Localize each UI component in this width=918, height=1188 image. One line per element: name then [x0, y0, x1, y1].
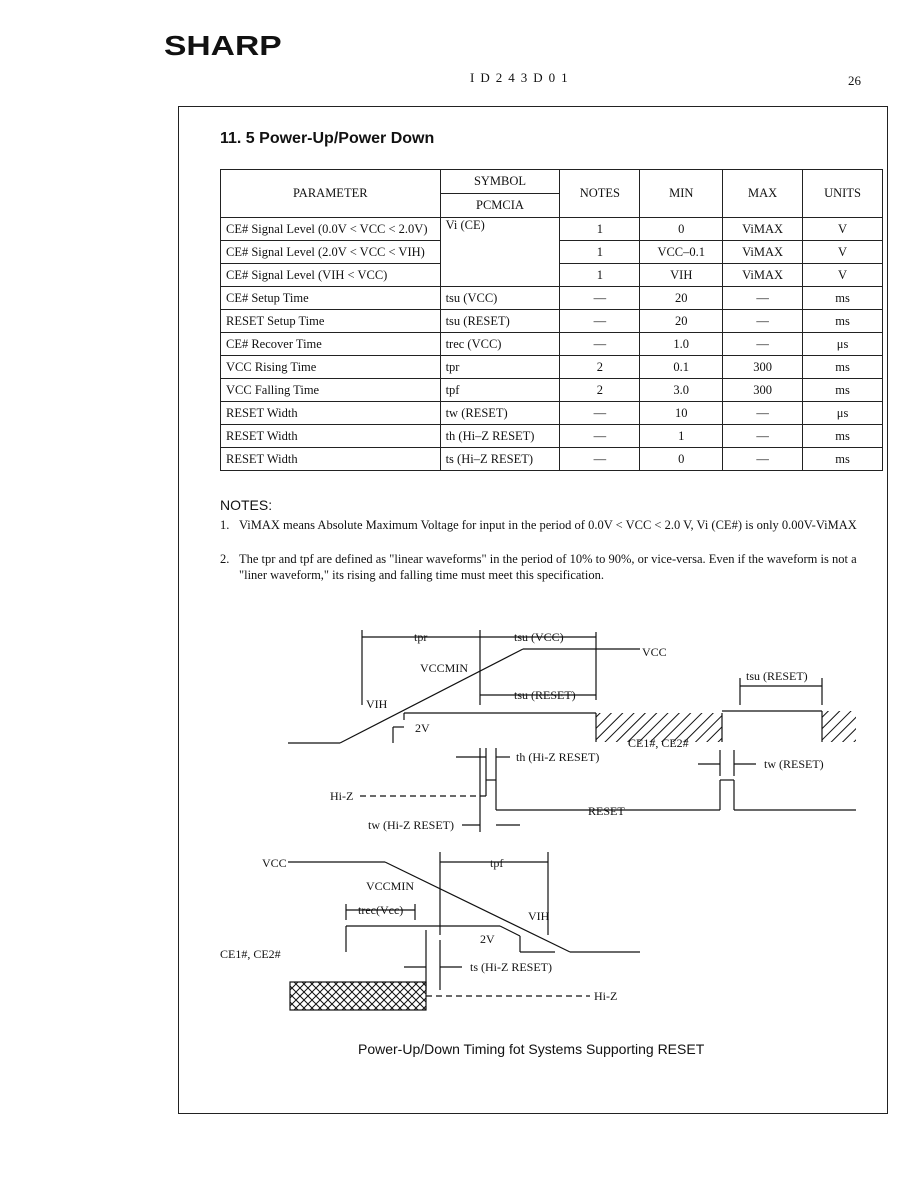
cell-symbol: tpf — [440, 379, 560, 402]
cell-units: ms — [803, 425, 883, 448]
cell-parameter: RESET Width — [221, 402, 441, 425]
label-tw-reset: tw (RESET) — [764, 757, 824, 771]
label-vih-bottom: VIH — [528, 909, 550, 923]
label-vcc-bottom: VCC — [262, 856, 287, 870]
cell-symbol: ts (Hi–Z RESET) — [440, 448, 560, 471]
label-tsu-reset: tsu (RESET) — [514, 688, 576, 702]
cell-parameter: VCC Rising Time — [221, 356, 441, 379]
header-notes: NOTES — [560, 170, 640, 218]
cell-parameter: RESET Setup Time — [221, 310, 441, 333]
cell-units: V — [803, 264, 883, 287]
cell-parameter: CE# Signal Level (0.0V < VCC < 2.0V) — [221, 218, 441, 241]
cell-notes: 1 — [560, 241, 640, 264]
cell-max: — — [723, 448, 803, 471]
label-th-hiz: th (Hi-Z RESET) — [516, 750, 600, 764]
figure-caption: Power-Up/Down Timing fot Systems Supporting RESET — [358, 1041, 705, 1057]
label-vccmin: VCCMIN — [420, 661, 469, 675]
cell-min: VCC–0.1 — [640, 241, 723, 264]
note-text: ViMAX means Absolute Maximum Voltage for input in the period of 0.0V < VCC < 2.0 V, Vi (CE#) is only 0.00V-ViMAX — [239, 518, 857, 532]
cell-min: 0.1 — [640, 356, 723, 379]
cell-units: μs — [803, 333, 883, 356]
header-min: MIN — [640, 170, 723, 218]
cell-max: — — [723, 287, 803, 310]
cell-notes: — — [560, 425, 640, 448]
cell-min: 1 — [640, 425, 723, 448]
label-ts-hiz: ts (Hi-Z RESET) — [470, 960, 552, 974]
label-vccmin-bottom: VCCMIN — [366, 879, 415, 893]
cell-min: 1.0 — [640, 333, 723, 356]
cell-units: V — [803, 218, 883, 241]
note-number: 1. — [220, 518, 230, 532]
label-trec: trec(Vcc) — [358, 903, 404, 917]
cell-max: — — [723, 310, 803, 333]
cell-symbol: tpr — [440, 356, 560, 379]
header-max: MAX — [723, 170, 803, 218]
label-vcc: VCC — [642, 645, 667, 659]
cell-units: ms — [803, 379, 883, 402]
label-reset: RESET — [588, 804, 625, 818]
cell-min: 20 — [640, 310, 723, 333]
notes-heading: NOTES: — [220, 497, 273, 513]
cell-units: ms — [803, 287, 883, 310]
cell-units: ms — [803, 448, 883, 471]
header-parameter: PARAMETER — [221, 170, 441, 218]
label-2v: 2V — [415, 721, 430, 735]
cell-symbol: tw (RESET) — [440, 402, 560, 425]
label-ce-lines: CE1#, CE2# — [628, 736, 689, 750]
cell-symbol: tsu (RESET) — [440, 310, 560, 333]
cell-notes: — — [560, 287, 640, 310]
cell-symbol: trec (VCC) — [440, 333, 560, 356]
cell-parameter: VCC Falling Time — [221, 379, 441, 402]
cell-units: ms — [803, 310, 883, 333]
cell-min: 10 — [640, 402, 723, 425]
cell-min: 3.0 — [640, 379, 723, 402]
note-number: 2. — [220, 552, 230, 566]
cell-min: 0 — [640, 218, 723, 241]
cell-parameter: RESET Width — [221, 425, 441, 448]
note-text: The tpr and tpf are defined as "linear waveforms" in the period of 10% to 90%, or vice-versa. Even if the waveform is not a "liner waveform," its rising and falling time must meet this specification. — [239, 552, 857, 582]
cell-notes: 1 — [560, 218, 640, 241]
header-units: UNITS — [803, 170, 883, 218]
label-tpr: tpr — [414, 630, 428, 644]
cell-notes: 2 — [560, 379, 640, 402]
label-tpf: tpf — [490, 856, 504, 870]
cell-min: VIH — [640, 264, 723, 287]
label-tw-hiz: tw (Hi-Z RESET) — [368, 818, 454, 832]
cell-max: — — [723, 333, 803, 356]
cell-max: 300 — [723, 379, 803, 402]
cell-parameter: CE# Signal Level (2.0V < VCC < VIH) — [221, 241, 441, 264]
cell-min: 20 — [640, 287, 723, 310]
cell-units: V — [803, 241, 883, 264]
label-hiz: Hi-Z — [330, 789, 354, 803]
cell-notes: 2 — [560, 356, 640, 379]
cell-max: — — [723, 425, 803, 448]
document-id: ID243D01 — [470, 70, 574, 85]
cell-notes: — — [560, 310, 640, 333]
label-vih: VIH — [366, 697, 388, 711]
cell-notes: — — [560, 333, 640, 356]
cell-units: ms — [803, 356, 883, 379]
section-title: 11. 5 Power-Up/Power Down — [220, 130, 435, 147]
label-ce-lines-bottom: CE1#, CE2# — [220, 947, 281, 961]
cell-max: ViMAX — [723, 264, 803, 287]
cell-max: ViMAX — [723, 241, 803, 264]
cell-symbol: Vi (CE) — [440, 218, 560, 287]
page-number: 26 — [848, 73, 861, 88]
cell-max: 300 — [723, 356, 803, 379]
cell-parameter: RESET Width — [221, 448, 441, 471]
label-tsu-vcc: tsu (VCC) — [514, 630, 564, 644]
header-symbol-sub: PCMCIA — [440, 194, 560, 218]
sharp-logo: SHARP — [164, 30, 282, 61]
cell-max: — — [723, 402, 803, 425]
header-symbol: SYMBOL — [440, 170, 560, 194]
cell-notes: — — [560, 448, 640, 471]
label-tsu-reset-2: tsu (RESET) — [746, 669, 808, 683]
cell-notes: — — [560, 402, 640, 425]
cell-notes: 1 — [560, 264, 640, 287]
cell-symbol: tsu (VCC) — [440, 287, 560, 310]
cell-max: ViMAX — [723, 218, 803, 241]
label-hiz-bottom: Hi-Z — [594, 989, 618, 1003]
cell-min: 0 — [640, 448, 723, 471]
cell-parameter: CE# Setup Time — [221, 287, 441, 310]
cell-parameter: CE# Signal Level (VIH < VCC) — [221, 264, 441, 287]
cell-symbol: th (Hi–Z RESET) — [440, 425, 560, 448]
label-2v-bottom: 2V — [480, 932, 495, 946]
cell-parameter: CE# Recover Time — [221, 333, 441, 356]
cell-units: μs — [803, 402, 883, 425]
